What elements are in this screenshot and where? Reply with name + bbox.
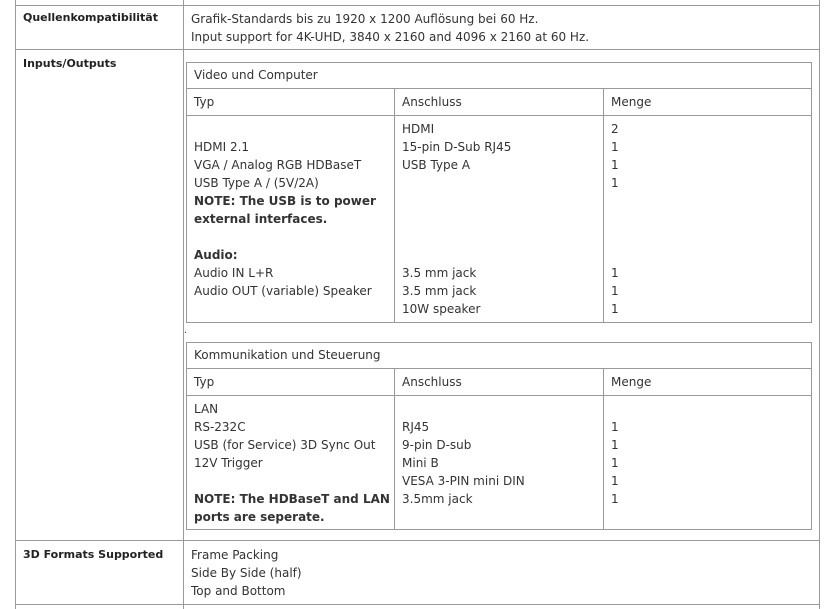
comm-table-border [186,368,812,369]
video-table-border [186,115,812,116]
outer-row-line [15,49,820,50]
video-audio-menge-cell: 1 [611,266,619,280]
video-menge-cell: 2 [611,122,619,136]
video-table-border [186,322,812,323]
comm-typ-cell: 12V Trigger [194,456,263,470]
video-anschluss-cell: HDMI [402,122,435,136]
comm-header-typ: Typ [194,375,215,389]
video-table-border [603,88,604,323]
comm-note: ports are seperate. [194,510,325,524]
outer-row-line [15,540,820,541]
video-menge-cell: 1 [611,140,619,154]
comm-anschluss-cell: 9-pin D-sub [402,438,472,452]
video-audio-typ-cell: Audio IN L+R [194,266,274,280]
video-anschluss-cell: 15-pin D-Sub RJ45 [402,140,512,154]
video-audio-menge-cell: 1 [611,302,619,316]
comm-menge-cell: 1 [611,438,619,452]
video-anschluss-cell: USB Type A [402,158,471,172]
comm-table-title: Kommunikation und Steuerung [194,348,381,362]
video-table-border [811,62,812,323]
comm-table-border [603,368,604,530]
comm-typ-cell: LAN [194,402,219,416]
comm-note: NOTE: The HDBaseT and LAN [194,492,390,506]
comm-table-border [394,368,395,530]
video-typ-cell: HDMI 2.1 [194,140,250,154]
comm-menge-cell: 1 [611,474,619,488]
outer-left-border [15,0,16,609]
outer-row-line [15,604,820,605]
comm-menge-cell: 1 [611,492,619,506]
video-audio-menge-cell: 1 [611,284,619,298]
comm-table-border [811,342,812,530]
format-line: Frame Packing [191,548,279,562]
comm-menge-cell: 1 [611,420,619,434]
comm-table-border [186,395,812,396]
comm-anschluss-cell: 3.5mm jack [402,492,473,506]
compat-line: Input support for 4K-UHD, 3840 x 2160 and 4096 x 2160 at 60 Hz. [191,30,590,44]
comm-table-border [186,342,812,343]
video-typ-cell: USB Type A / (5V/2A) [194,176,319,190]
comm-typ-cell: RS-232C [194,420,246,434]
video-audio-anschluss-cell: 10W speaker [402,302,481,316]
video-audio-typ-cell: Audio OUT (variable) Speaker [194,284,372,298]
comm-anschluss-cell: RJ45 [402,420,430,434]
comm-table-border [186,342,187,530]
row-label-io: Inputs/Outputs [23,57,117,70]
video-menge-cell: 1 [611,158,619,172]
format-line: Top and Bottom [191,584,286,598]
comm-typ-cell: USB (for Service) 3D Sync Out [194,438,376,452]
outer-row-line [15,5,820,6]
outer-mid-border [183,0,184,609]
video-table-border [186,62,187,323]
comm-anschluss-cell: VESA 3-PIN mini DIN [402,474,525,488]
video-header-typ: Typ [194,95,215,109]
comm-menge-cell: 1 [611,456,619,470]
video-note: external interfaces. [194,212,328,226]
format-line: Side By Side (half) [191,566,302,580]
video-table-border [394,88,395,323]
row-label-formats: 3D Formats Supported [23,548,164,561]
comm-header-menge: Menge [611,375,652,389]
comm-anschluss-cell: Mini B [402,456,439,470]
separator-dot: . [184,325,188,336]
video-audio-anschluss-cell: 3.5 mm jack [402,266,477,280]
video-typ-cell: VGA / Analog RGB HDBaseT [194,158,362,172]
compat-line: Grafik-Standards bis zu 1920 x 1200 Auflösung bei 60 Hz. [191,12,539,26]
video-header-menge: Menge [611,95,652,109]
outer-right-border [819,0,820,609]
video-audio-label: Audio: [194,248,238,262]
video-note: NOTE: The USB is to power [194,194,376,208]
video-audio-anschluss-cell: 3.5 mm jack [402,284,477,298]
comm-header-anschluss: Anschluss [402,375,462,389]
video-table-border [186,62,812,63]
video-table-border [186,88,812,89]
row-label-compat: Quellenkompatibilität [23,11,158,24]
comm-table-border [186,529,812,530]
video-table-title: Video und Computer [194,68,318,82]
video-menge-cell: 1 [611,176,619,190]
video-header-anschluss: Anschluss [402,95,462,109]
